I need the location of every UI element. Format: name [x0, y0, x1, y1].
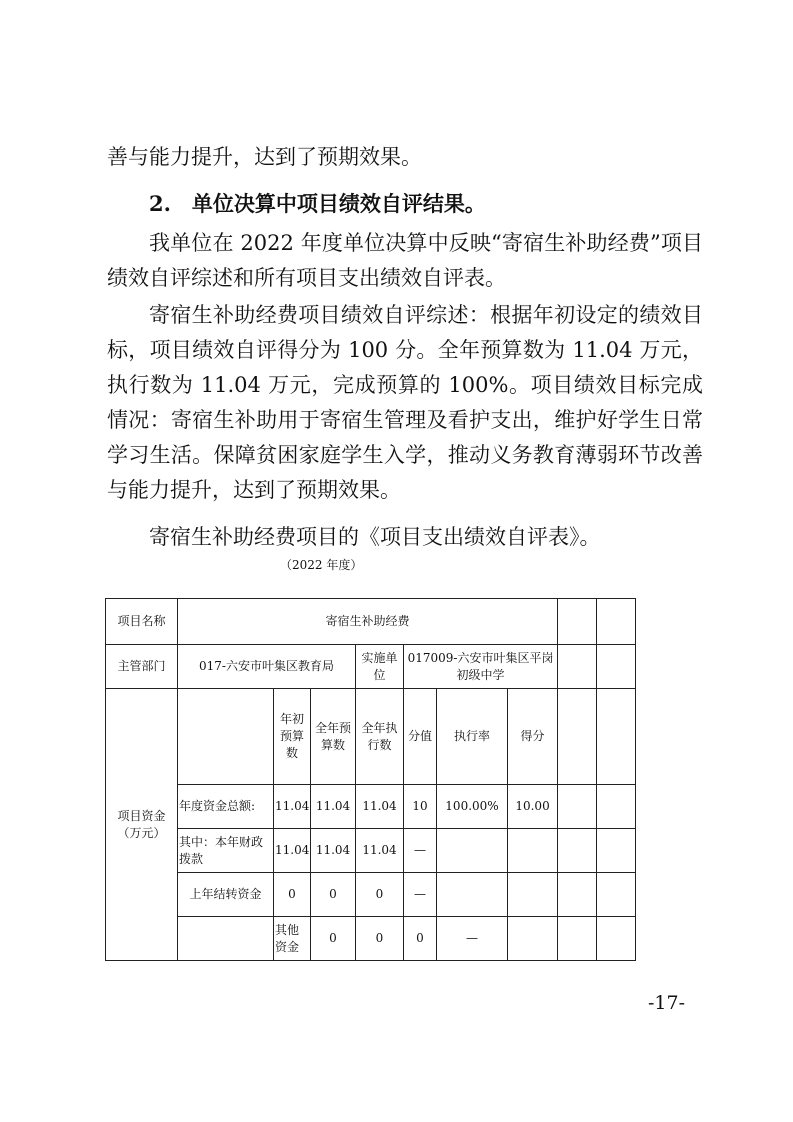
- header-score: 得分: [508, 689, 558, 785]
- cell-annual: 11.04: [311, 829, 356, 873]
- empty-cell: [558, 829, 597, 873]
- empty-cell: [178, 689, 274, 785]
- cell-initial: 11.04: [274, 785, 311, 829]
- cell-score: [508, 829, 558, 873]
- paragraph-continuation: 善与能力提升，达到了预期效果。: [107, 145, 422, 169]
- cell-rate: 100.00%: [437, 785, 508, 829]
- cell-rate: [437, 873, 508, 917]
- project-name-label: 项目名称: [106, 599, 178, 645]
- impl-value: 017009-六安市叶集区平岗初级中学: [404, 645, 558, 689]
- cell-exec: 0: [356, 873, 404, 917]
- cell-annual: 0: [311, 873, 356, 917]
- empty-cell: [558, 873, 597, 917]
- table-row: [106, 873, 636, 917]
- cell-exec: 11.04: [356, 785, 404, 829]
- header-annual-budget: 全年预算数: [311, 689, 356, 785]
- cell-value: —: [404, 873, 437, 917]
- page-number: -17-: [648, 992, 686, 1014]
- dept-label: 主管部门: [106, 645, 178, 689]
- cell-initial: 11.04: [274, 829, 311, 873]
- empty-cell: [558, 645, 597, 689]
- header-annual-exec: 全年执行数: [356, 689, 404, 785]
- empty-cell: [597, 599, 636, 645]
- empty-cell: [597, 785, 636, 829]
- header-exec-rate: 执行率: [437, 689, 508, 785]
- empty-cell: [597, 917, 636, 961]
- cell-value: —: [404, 829, 437, 873]
- empty-cell: [558, 599, 597, 645]
- table-row: [106, 689, 636, 785]
- dept-value: 017-六安市叶集区教育局: [178, 645, 356, 689]
- funds-label: 项目资金（万元）: [106, 689, 178, 961]
- header-initial-budget: 年初预算数: [274, 689, 311, 785]
- cell-score: [508, 873, 558, 917]
- cell-rate: [508, 917, 558, 961]
- paragraph-summary-intro: 我单位在 2022 年度单位决算中反映“寄宿生补助经费”项目绩效自评综述和所有项目支出绩效自评表。: [107, 231, 703, 290]
- empty-cell: [597, 873, 636, 917]
- empty-cell: [558, 785, 597, 829]
- cell-rate: [437, 829, 508, 873]
- project-name-value: 寄宿生补助经费: [178, 599, 558, 645]
- row-label: 其他资金: [274, 917, 311, 961]
- cell-exec: 0: [404, 917, 437, 961]
- performance-table: [105, 598, 636, 961]
- section-heading: 2. 单位决算中项目绩效自评结果。: [149, 191, 486, 216]
- table-row: [106, 829, 636, 873]
- empty-cell: [178, 917, 274, 961]
- table-row: [106, 599, 636, 645]
- cell-initial: 0: [311, 917, 356, 961]
- cell-initial: 0: [274, 873, 311, 917]
- table-row: [106, 917, 636, 961]
- table-year-label: （2022 年度）: [280, 558, 363, 572]
- empty-cell: [597, 689, 636, 785]
- cell-annual: 0: [356, 917, 404, 961]
- row-label: 其中：本年财政拨款: [178, 829, 274, 873]
- cell-score: [558, 917, 597, 961]
- row-label: 上年结转资金: [178, 873, 274, 917]
- paragraph-self-evaluation: 寄宿生补助经费项目绩效自评综述：根据年初设定的绩效目标，项目绩效自评得分为 100 分。全年预算数为 11.04 万元，执行数为 11.04 万元，完成预算的 100%。项目绩效目标完成情况：寄宿生补助用于寄宿生管理及看护支出，维护好学生日常学习生活。保障贫困家庭学生入学，推动义务教育薄弱环节改善与能力提升，达到了预期效果。: [107, 303, 703, 502]
- row-label: 年度资金总额:: [178, 785, 274, 829]
- empty-cell: [597, 829, 636, 873]
- cell-value: —: [437, 917, 508, 961]
- table-row: [106, 645, 636, 689]
- cell-score: 10.00: [508, 785, 558, 829]
- empty-cell: [597, 645, 636, 689]
- impl-label: 实施单位: [356, 645, 404, 689]
- header-score-value: 分值: [404, 689, 437, 785]
- paragraph-table-intro: 寄宿生补助经费项目的《项目支出绩效自评表》。: [149, 525, 601, 549]
- cell-value: 10: [404, 785, 437, 829]
- cell-exec: 11.04: [356, 829, 404, 873]
- cell-annual: 11.04: [311, 785, 356, 829]
- empty-cell: [558, 689, 597, 785]
- table-row: [106, 785, 636, 829]
